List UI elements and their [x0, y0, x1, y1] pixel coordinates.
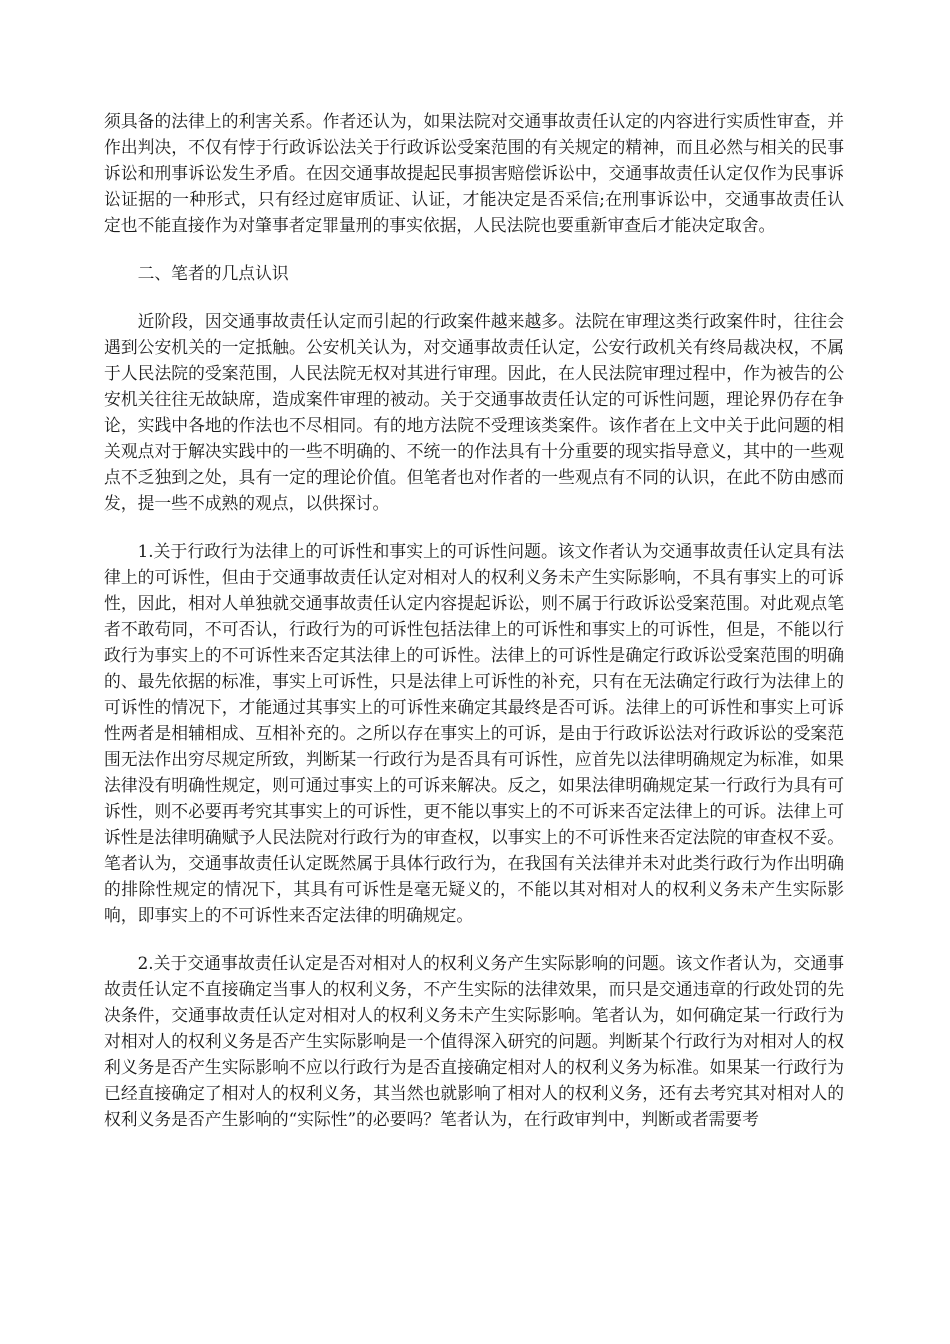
section-heading: 二、笔者的几点认识 [137, 263, 289, 283]
paragraph-continuation: 须具备的法律上的利害关系。作者还认为，如果法院对交通事故责任认定的内容进行实质性审查，并作出判决，不仅有悖于行政诉讼法关于行政诉讼受案范围的有关规定的精神，而且必然与相关的民事诉讼和刑事诉讼发生矛盾。在因交通事故提起民事损害赔偿诉讼中，交通事故责任认定仅作为民事诉讼证据的一种形式，只有经过庭审质证、认证，才能决定是否采信;在刑事诉讼中，交通事故责任认定也不能直接作为对肇事者定罪量刑的事实依据，人民法院也要重新审查后才能决定取舍。 [104, 111, 844, 235]
paragraph-intro: 近阶段，因交通事故责任认定而引起的行政案件越来越多。法院在审理这类行政案件时，往往会遇到公安机关的一定抵触。公安机关认为，对交通事故责任认定，公安行政机关有终局裁决权，不属于人民法院的受案范围，人民法院无权对其进行审理。因此，在人民法院审理过程中，作为被告的公安机关往往无故缺席，造成案件审理的被动。关于交通事故责任认定的可诉性问题，理论界仍存在争论，实践中各地的作法也不尽相同。有的地方法院不受理该类案件。该作者在上文中关于此问题的相关观点对于解决实践中的一些不明确的、不统一的作法具有十分重要的现实指导意义，其中的一些观点不乏独到之处，具有一定的理论价值。但笔者也对作者的一些观点有不同的认识，在此不防由感而发，提一些不成熟的观点，以供探讨。 [104, 311, 844, 513]
paragraph-point-2: 2.关于交通事故责任认定是否对相对人的权利义务产生实际影响的问题。该文作者认为，交通事故责任认定不直接确定当事人的权利义务，不产生实际的法律效果，而只是交通违章的行政处罚的先决条件，交通事故责任认定对相对人的权利义务未产生实际影响。笔者认为，如何确定某一行政行为对相对人的权利义务是否产生实际影响是一个值得深入研究的问题。判断某个行政行为对相对人的权利义务是否产生实际影响不应以行政行为是否直接确定相对人的权利义务为标准。如果某一行政行为已经直接确定了相对人的权利义务，其当然也就影响了相对人的权利义务，还有去考究其对相对人的权利义务是否产生影响的“实际性”的必要吗？笔者认为，在行政审判中，判断或者需要考 [104, 953, 844, 1129]
paragraph-point-1: 1.关于行政行为法律上的可诉性和事实上的可诉性问题。该文作者认为交通事故责任认定具有法律上的可诉性，但由于交通事故责任认定对相对人的权利义务未产生实际影响，不具有事实上的可诉性，因此，相对人单独就交通事故责任认定内容提起诉讼，则不属于行政诉讼受案范围。对此观点笔者不敢苟同，不可否认，行政行为的可诉性包括法律上的可诉性和事实上的可诉性，但是，不能以行政行为事实上的不可诉性来否定其法律上的可诉性。法律上的可诉性是确定行政诉讼受案范围的明确的、最先依据的标准，事实上可诉性，只是法律上可诉性的补充，只有在无法确定行政行为法律上的可诉性的情况下，才能通过其事实上的可诉性来确定其最终是否可诉。法律上的可诉性和事实上可诉性两者是相辅相成、互相补充的。之所以存在事实上的可诉，是由于行政诉讼法对行政诉讼的受案范围无法作出穷尽规定所致，判断某一行政行为是否具有可诉性，应首先以法律明确规定为标准，如果法律没有明确性规定，则可通过事实上的可诉来解决。反之，如果法律明确规定某一行政行为具有可诉性，则不必要再考究其事实上的可诉性，更不能以事实上的不可诉来否定法律上的可诉。法律上可诉性是法律明确赋予人民法院对行政行为的审查权，以事实上的不可诉性来否定法院的审查权不妥。笔者认为，交通事故责任认定既然属于具体行政行为，在我国有关法律并未对此类行政行为作出明确的排除性规定的情况下，其具有可诉性是毫无疑义的，不能以其对相对人的权利义务未产生实际影响，即事实上的不可诉性来否定法律的明确规定。 [104, 541, 844, 925]
document-page [104, 108, 844, 1154]
